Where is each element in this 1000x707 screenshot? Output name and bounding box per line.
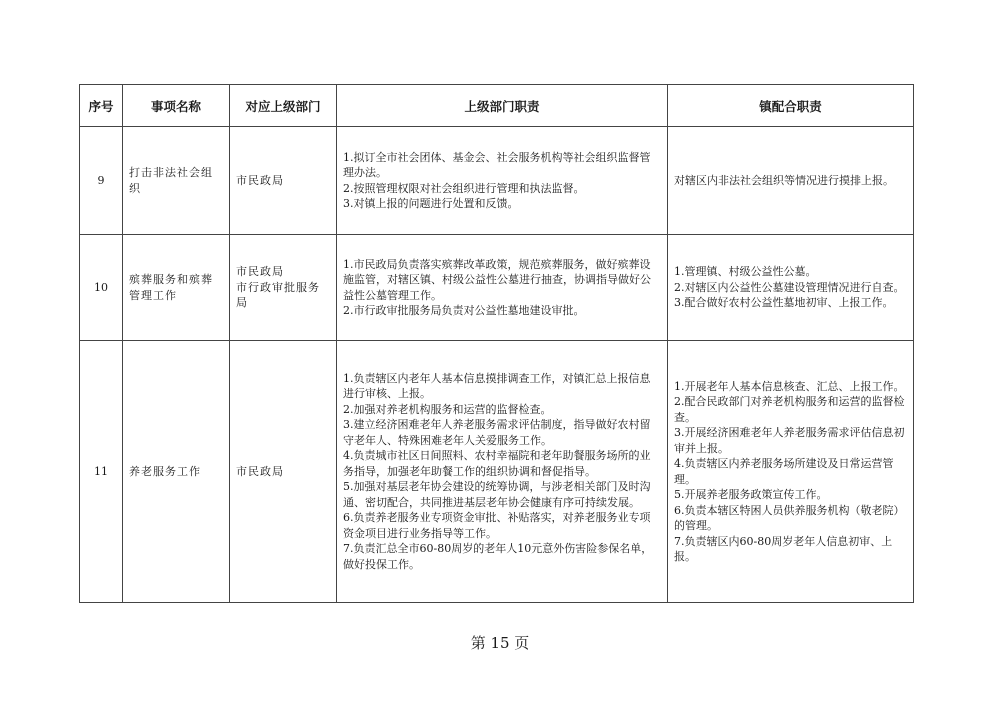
upper-duties xyxy=(337,127,668,235)
duty-line: 1.市民政局负责落实殡葬改革政策，规范殡葬服务，做好殡葬设施监管，对辖区镇、村级公益性公墓进行抽查，协调指导做好公益性公墓管理工作。 xyxy=(343,257,651,302)
duty-line: 1.负责辖区内老年人基本信息摸排调查工作，对镇汇总上报信息进行审核、上报。 xyxy=(343,371,651,401)
duty-line: 3.配合做好农村公益性墓地初审、上报工作。 xyxy=(674,296,894,310)
duty-line: 6.负责养老服务业专项资金审批、补贴落实，对养老服务业专项资金项目进行业务指导等工作。 xyxy=(343,511,651,540)
duty-line: 1.管理镇、村级公益性公墓。 xyxy=(674,265,817,279)
duty-line: 2.加强对养老机构服务和运营的监督检查。 xyxy=(343,402,552,416)
duty-line: 2.按照管理权限对社会组织进行管理和执法监督。 xyxy=(343,181,585,195)
dept-line: 市民政局 xyxy=(236,173,284,187)
table-row xyxy=(80,127,914,235)
duty-line: 5.开展养老服务政策宣传工作。 xyxy=(674,488,828,501)
header-row xyxy=(80,85,914,127)
duty-line: 2.对辖区内公益性公墓建设管理情况进行自查。 xyxy=(674,280,905,294)
duty-line: 对辖区内非法社会组织等情况进行摸排上报。 xyxy=(674,173,894,187)
duty-line: 4.负责辖区内养老服务场所建设及日常运营管理。 xyxy=(674,457,894,486)
item-name: 养老服务工作 xyxy=(123,341,230,603)
upper-dept xyxy=(230,127,337,235)
row-number: 11 xyxy=(80,341,123,603)
duty-line: 3.开展经济困难老年人养老服务需求评估信息初审并上报。 xyxy=(674,426,905,455)
upper-dept xyxy=(230,341,337,603)
duty-line: 2.市行政审批服务局负责对公益性墓地建设审批。 xyxy=(343,304,585,317)
duty-line: 1.开展老年人基本信息核查、汇总、上报工作。 xyxy=(674,379,905,393)
duty-line: 7.负责辖区内60-80周岁老年人信息初审、上报。 xyxy=(674,534,893,563)
dept-line: 市行政审批服务局 xyxy=(236,280,320,310)
duty-line: 4.负责城市社区日间照料、农村幸福院和老年助餐服务场所的业务指导，加强老年助餐工作的组织协调和督促指导。 xyxy=(343,449,651,478)
page-number: 第 15 页 xyxy=(470,634,530,652)
duty-line: 6.负责本辖区特困人员供养服务机构（敬老院）的管理。 xyxy=(674,503,905,532)
dept-line: 市民政局 xyxy=(236,265,284,279)
duty-line: 3.建立经济困难老年人养老服务需求评估制度，指导做好农村留守老年人、特殊困难老年人关爱服务工作。 xyxy=(343,418,651,447)
upper-duties xyxy=(337,235,668,341)
upper-duties xyxy=(337,341,668,603)
duty-line: 5.加强对基层老年协会建设的统筹协调，与涉老相关部门及时沟通、密切配合，共同推进基层老年协会健康有序可持续发展。 xyxy=(343,480,651,509)
row-number: 10 xyxy=(80,235,123,341)
dept-line: 市民政局 xyxy=(236,464,284,478)
duty-line: 7.负责汇总全市60-80周岁的老年人10元意外伤害险参保名单，做好投保工作。 xyxy=(343,542,653,571)
item-name: 打击非法社会组织 xyxy=(123,127,230,235)
duties-table xyxy=(79,84,914,603)
header-upper-dept: 对应上级部门 xyxy=(230,85,337,127)
table-row xyxy=(80,235,914,341)
upper-dept xyxy=(230,235,337,341)
item-name: 殡葬服务和殡葬管理工作 xyxy=(123,235,230,341)
header-town-duties: 镇配合职责 xyxy=(668,85,914,127)
town-duties xyxy=(668,235,914,341)
table-row xyxy=(80,341,914,603)
header-item-name: 事项名称 xyxy=(123,85,230,127)
duty-line: 2.配合民政部门对养老机构服务和运营的监督检查。 xyxy=(674,395,905,424)
header-upper-duties: 上级部门职责 xyxy=(337,85,668,127)
header-no: 序号 xyxy=(80,85,123,127)
town-duties xyxy=(668,127,914,235)
duty-line: 3.对镇上报的问题进行处置和反馈。 xyxy=(343,197,519,210)
duty-line: 1.拟订全市社会团体、基金会、社会服务机构等社会组织监督管理办法。 xyxy=(343,150,651,179)
row-number: 9 xyxy=(80,127,123,235)
town-duties xyxy=(668,341,914,603)
